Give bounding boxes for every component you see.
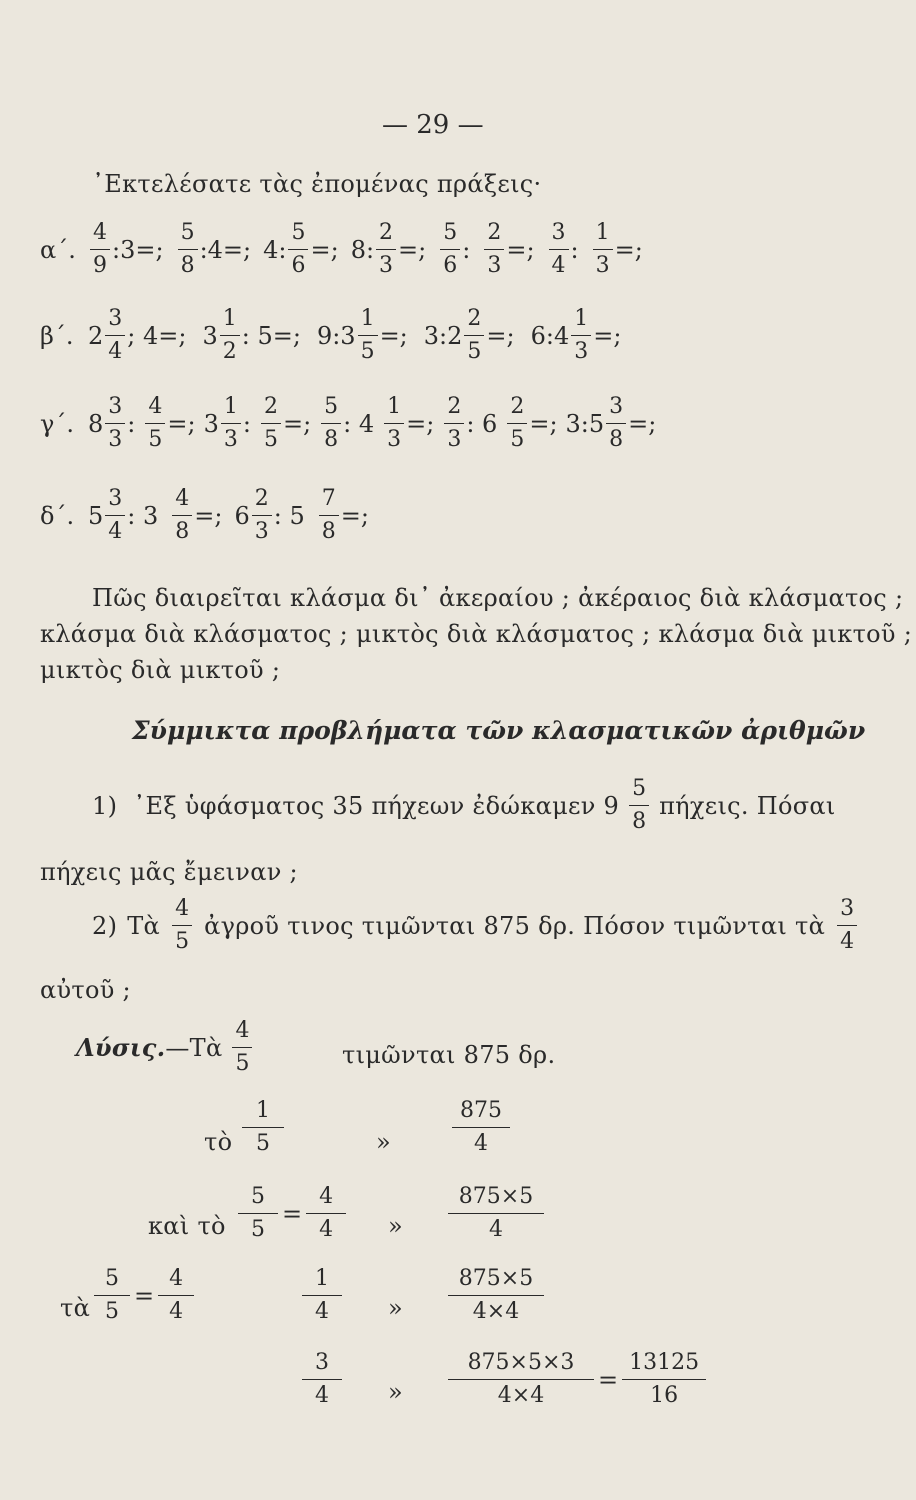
solution-r4-equation bbox=[92, 1268, 196, 1323]
exercise-term bbox=[88, 222, 164, 277]
solution-r3-left: καὶ τὸ bbox=[148, 1212, 226, 1240]
question-line-1: Πῶς διαιρεῖται κλάσμα δι᾿ ἀκεραίου ; ἀκέραιος διὰ κλάσματος ; bbox=[92, 584, 904, 612]
problem-2-text-a: Τὰ bbox=[127, 911, 161, 940]
term-suffix: ; 4=; bbox=[127, 321, 187, 350]
solution-r2-left: τὸ bbox=[204, 1128, 233, 1156]
fraction-denominator: 5 bbox=[464, 335, 484, 363]
exercise-term bbox=[438, 222, 470, 277]
term-suffix: =; bbox=[310, 235, 339, 264]
problem-1 bbox=[92, 778, 836, 833]
exercise-term bbox=[176, 222, 252, 277]
fraction-denominator: 8 bbox=[178, 249, 198, 277]
term-suffix: =; bbox=[194, 501, 223, 530]
fraction-denominator: 5 bbox=[172, 925, 192, 953]
fraction-denominator: 4 bbox=[302, 1295, 342, 1323]
fraction-numerator: 3 bbox=[108, 306, 123, 331]
fraction-denominator: 4 bbox=[306, 1213, 346, 1241]
fraction-numerator: 4 bbox=[169, 1266, 184, 1291]
equals-sign: = bbox=[598, 1365, 619, 1394]
fraction bbox=[261, 396, 281, 451]
term-suffix: : bbox=[127, 409, 136, 438]
problem-2-line-2: αὐτοῦ ; bbox=[40, 976, 131, 1004]
fraction-denominator: 5 bbox=[358, 335, 378, 363]
fraction-numerator: 13125 bbox=[629, 1350, 700, 1375]
term-suffix: :3=; bbox=[112, 235, 164, 264]
term-suffix: =; bbox=[529, 409, 558, 438]
fraction-numerator: 1 bbox=[222, 306, 237, 331]
exercise-term bbox=[317, 488, 369, 543]
page-number: — 29 — bbox=[382, 110, 484, 140]
problem-2-fraction-1 bbox=[172, 898, 192, 953]
exercise-term bbox=[442, 396, 497, 451]
term-prefix: 3 bbox=[203, 409, 219, 438]
ditto-mark: » bbox=[376, 1128, 391, 1156]
fraction bbox=[252, 488, 272, 543]
exercise-term bbox=[382, 396, 434, 451]
term-prefix: 6 bbox=[234, 501, 250, 530]
term-prefix: 2 bbox=[88, 321, 104, 350]
solution-r4-middle bbox=[300, 1268, 344, 1323]
solution-r1-right: τιμῶνται 875 δρ. bbox=[342, 1041, 556, 1069]
term-suffix: =; bbox=[340, 501, 369, 530]
fraction bbox=[221, 396, 241, 451]
term-suffix: =; bbox=[593, 321, 622, 350]
exercise-term bbox=[88, 396, 135, 451]
fraction-numerator: 2 bbox=[263, 394, 278, 419]
fraction-numerator: 3 bbox=[840, 896, 855, 921]
exercise-label: δ΄. bbox=[40, 501, 75, 530]
term-suffix: : bbox=[462, 235, 471, 264]
term-suffix: =; bbox=[406, 409, 435, 438]
fraction-numerator: 2 bbox=[447, 394, 462, 419]
fraction bbox=[90, 222, 110, 277]
fraction-denominator: 4 bbox=[549, 249, 569, 277]
term-suffix: : bbox=[570, 235, 579, 264]
fraction-denominator: 5 bbox=[242, 1127, 284, 1155]
fraction-denominator: 3 bbox=[593, 249, 613, 277]
problem-2-fraction-2 bbox=[837, 898, 857, 953]
equals-sign: = bbox=[134, 1281, 155, 1310]
fraction bbox=[484, 222, 504, 277]
solution-r5-result bbox=[446, 1352, 708, 1407]
exercise-term bbox=[143, 396, 195, 451]
exercise-label: α΄. bbox=[40, 235, 76, 264]
fraction-denominator: 5 bbox=[238, 1213, 278, 1241]
question-line-3: μικτὸς διὰ μικτοῦ ; bbox=[40, 656, 281, 684]
exercise-term bbox=[234, 488, 304, 543]
fraction-denominator: 3 bbox=[384, 423, 404, 451]
fraction-denominator: 4 bbox=[448, 1213, 544, 1241]
fraction-numerator: 1 bbox=[256, 1098, 270, 1123]
exercise-label: β΄. bbox=[40, 321, 74, 350]
fraction bbox=[321, 396, 341, 451]
term-prefix: 9:3 bbox=[316, 321, 356, 350]
fraction bbox=[220, 308, 240, 363]
fraction-numerator: 875×5 bbox=[458, 1266, 534, 1291]
problem-1-number: 1) bbox=[92, 791, 118, 820]
fraction-denominator: 8 bbox=[319, 515, 339, 543]
fraction-numerator: 3 bbox=[551, 220, 566, 245]
fraction-numerator: 5 bbox=[632, 776, 647, 801]
exercise-term bbox=[566, 396, 657, 451]
fraction bbox=[384, 396, 404, 451]
fraction-denominator: 3 bbox=[105, 423, 125, 451]
exercise-term bbox=[263, 222, 339, 277]
exercise-term bbox=[319, 396, 374, 451]
exercise-instruction: ᾿Εκτελέσατε τὰς ἐπομένας πράξεις· bbox=[92, 170, 542, 198]
term-suffix: =; bbox=[614, 235, 643, 264]
exercise-term bbox=[505, 396, 557, 451]
fraction bbox=[507, 396, 527, 451]
question-line-2: κλάσμα διὰ κλάσματος ; μικτὸς διὰ κλάσματος ; κλάσμα διὰ μικτοῦ ; bbox=[40, 620, 913, 648]
term-prefix: 3 bbox=[202, 321, 218, 350]
fraction bbox=[444, 396, 464, 451]
exercise-term bbox=[531, 308, 622, 363]
exercise-term bbox=[591, 222, 643, 277]
exercise-term bbox=[204, 396, 251, 451]
fraction-denominator: 4 bbox=[302, 1379, 342, 1407]
ditto-mark: » bbox=[388, 1378, 403, 1406]
term-prefix: 3:5 bbox=[565, 409, 605, 438]
fraction-denominator: 3 bbox=[252, 515, 272, 543]
fraction bbox=[172, 488, 192, 543]
solution-r5-middle bbox=[300, 1352, 344, 1407]
fraction-numerator: 4 bbox=[148, 394, 163, 419]
exercise-label: γ΄. bbox=[40, 409, 74, 438]
term-suffix: : 6 bbox=[466, 409, 498, 438]
solution-r3-equation bbox=[236, 1186, 348, 1241]
fraction-denominator: 3 bbox=[484, 249, 504, 277]
fraction-denominator: 5 bbox=[232, 1047, 252, 1075]
fraction-denominator: 3 bbox=[444, 423, 464, 451]
fraction-numerator: 875×5×3 bbox=[467, 1350, 575, 1375]
fraction-denominator: 8 bbox=[321, 423, 341, 451]
fraction-numerator: 5 bbox=[105, 1266, 119, 1291]
fraction-numerator: 2 bbox=[487, 220, 502, 245]
problem-2-text-b: ἀγροῦ τινος τιμῶνται 875 δρ. Πόσον τιμῶνται τὰ bbox=[204, 911, 826, 940]
fraction bbox=[464, 308, 484, 363]
fraction-numerator: 1 bbox=[387, 394, 402, 419]
term-suffix: =; bbox=[379, 321, 408, 350]
fraction bbox=[105, 488, 125, 543]
exercise-term bbox=[424, 308, 515, 363]
fraction-numerator: 5 bbox=[251, 1184, 265, 1209]
fraction-denominator: 5 bbox=[261, 423, 281, 451]
problem-1-fraction bbox=[629, 778, 649, 833]
problem-1-line-2: πήχεις μᾶς ἔμειναν ; bbox=[40, 858, 298, 886]
fraction-numerator: 1 bbox=[315, 1266, 329, 1291]
problem-2 bbox=[92, 898, 863, 953]
term-prefix: 6:4 bbox=[530, 321, 570, 350]
fraction bbox=[145, 396, 165, 451]
fraction-numerator: 3 bbox=[609, 394, 624, 419]
term-prefix: 3:2 bbox=[423, 321, 463, 350]
fraction bbox=[288, 222, 308, 277]
fraction-numerator: 5 bbox=[324, 394, 339, 419]
fraction bbox=[571, 308, 591, 363]
exercise-term bbox=[88, 308, 186, 363]
fraction-denominator: 3 bbox=[376, 249, 396, 277]
term-prefix: 8: bbox=[350, 235, 375, 264]
solution-r1-fraction bbox=[232, 1020, 252, 1075]
fraction-denominator: 3 bbox=[221, 423, 241, 451]
fraction-denominator: 4 bbox=[452, 1127, 510, 1155]
fraction-denominator: 6 bbox=[288, 249, 308, 277]
term-suffix: :4=; bbox=[199, 235, 252, 264]
solution-r2-result bbox=[450, 1100, 512, 1155]
fraction-numerator: 875×5 bbox=[458, 1184, 534, 1209]
equals-sign: = bbox=[282, 1199, 303, 1228]
term-suffix: : 5 bbox=[273, 501, 305, 530]
fraction bbox=[319, 488, 339, 543]
fraction-denominator: 8 bbox=[629, 805, 649, 833]
fraction-numerator: 2 bbox=[510, 394, 525, 419]
fraction-denominator: 4 bbox=[158, 1295, 194, 1323]
fraction-denominator: 16 bbox=[622, 1379, 706, 1407]
fraction-denominator: 9 bbox=[90, 249, 110, 277]
exercise-row-a bbox=[40, 222, 655, 277]
fraction-numerator: 4 bbox=[175, 486, 190, 511]
solution-r4-result bbox=[446, 1268, 546, 1323]
solution-r3-result bbox=[446, 1186, 546, 1241]
term-suffix: =; bbox=[167, 409, 196, 438]
solution-r2-fraction bbox=[240, 1100, 286, 1155]
fraction-denominator: 5 bbox=[145, 423, 165, 451]
problem-1-text-before: ᾿Εξ ὑφάσματος 35 πήχεων ἐδώκαμεν 9 bbox=[133, 791, 620, 820]
fraction-numerator: 2 bbox=[467, 306, 482, 331]
term-prefix: 4: bbox=[263, 235, 287, 264]
term-suffix: : bbox=[242, 409, 251, 438]
exercise-term bbox=[202, 308, 300, 363]
fraction-denominator: 2 bbox=[220, 335, 240, 363]
solution-row-1 bbox=[76, 1020, 262, 1075]
term-suffix: =; bbox=[506, 235, 535, 264]
fraction bbox=[178, 222, 198, 277]
fraction-numerator: 5 bbox=[180, 220, 195, 245]
fraction bbox=[549, 222, 569, 277]
exercise-row-b bbox=[40, 308, 637, 363]
fraction bbox=[358, 308, 378, 363]
term-prefix: 5 bbox=[88, 501, 104, 530]
solution-r4-left: τὰ bbox=[60, 1294, 91, 1322]
fraction bbox=[606, 396, 626, 451]
fraction-denominator: 6 bbox=[440, 249, 460, 277]
term-suffix: : 4 bbox=[343, 409, 375, 438]
fraction-numerator: 1 bbox=[223, 394, 238, 419]
exercise-term bbox=[351, 222, 427, 277]
exercise-term bbox=[88, 488, 158, 543]
fraction-denominator: 4 bbox=[105, 335, 125, 363]
exercise-row-c bbox=[40, 396, 664, 451]
fraction bbox=[593, 222, 613, 277]
exercise-term bbox=[259, 396, 311, 451]
fraction-numerator: 2 bbox=[254, 486, 269, 511]
solution-label: Λύσις. bbox=[76, 1033, 166, 1062]
fraction-numerator: 4 bbox=[319, 1184, 334, 1209]
solution-dash: —Τὰ bbox=[165, 1033, 223, 1062]
fraction-denominator: 5 bbox=[94, 1295, 130, 1323]
fraction-denominator: 4 bbox=[837, 925, 857, 953]
fraction-numerator: 5 bbox=[443, 220, 458, 245]
term-suffix: =; bbox=[398, 235, 427, 264]
exercise-row-d bbox=[40, 488, 381, 543]
problem-2-number: 2) bbox=[92, 911, 118, 940]
fraction-numerator: 875 bbox=[460, 1098, 502, 1123]
fraction-numerator: 2 bbox=[379, 220, 394, 245]
fraction-denominator: 8 bbox=[172, 515, 192, 543]
fraction-denominator: 4×4 bbox=[448, 1379, 594, 1407]
ditto-mark: » bbox=[388, 1294, 403, 1322]
exercise-term bbox=[547, 222, 579, 277]
fraction-numerator: 3 bbox=[108, 486, 123, 511]
fraction bbox=[376, 222, 396, 277]
fraction-denominator: 3 bbox=[571, 335, 591, 363]
term-suffix: =; bbox=[282, 409, 312, 438]
term-suffix: =; bbox=[486, 321, 515, 350]
fraction bbox=[105, 396, 125, 451]
fraction-numerator: 3 bbox=[315, 1350, 329, 1375]
fraction-numerator: 4 bbox=[175, 896, 190, 921]
fraction-numerator: 4 bbox=[235, 1018, 250, 1043]
problem-1-text-after: πήχεις. Πόσαι bbox=[659, 791, 836, 820]
exercise-term bbox=[482, 222, 534, 277]
fraction-denominator: 8 bbox=[606, 423, 626, 451]
fraction-numerator: 5 bbox=[291, 220, 306, 245]
term-suffix: =; bbox=[628, 409, 657, 438]
ditto-mark: » bbox=[388, 1212, 403, 1240]
fraction-numerator: 1 bbox=[360, 306, 375, 331]
fraction-denominator: 4 bbox=[105, 515, 125, 543]
fraction-denominator: 4×4 bbox=[448, 1295, 544, 1323]
fraction-denominator: 5 bbox=[507, 423, 527, 451]
fraction-numerator: 3 bbox=[108, 394, 123, 419]
fraction-numerator: 1 bbox=[574, 306, 589, 331]
exercise-term bbox=[170, 488, 222, 543]
fraction-numerator: 4 bbox=[93, 220, 107, 245]
term-suffix: : 5=; bbox=[241, 321, 301, 350]
fraction-numerator: 7 bbox=[321, 486, 336, 511]
section-title: Σύμμικτα προβλήματα τῶν κλασματικῶν ἀριθμῶν bbox=[132, 716, 866, 745]
term-prefix: 8 bbox=[88, 409, 104, 438]
fraction-numerator: 1 bbox=[595, 220, 610, 245]
fraction bbox=[105, 308, 125, 363]
fraction bbox=[440, 222, 460, 277]
term-suffix: : 3 bbox=[127, 501, 159, 530]
exercise-term bbox=[317, 308, 408, 363]
